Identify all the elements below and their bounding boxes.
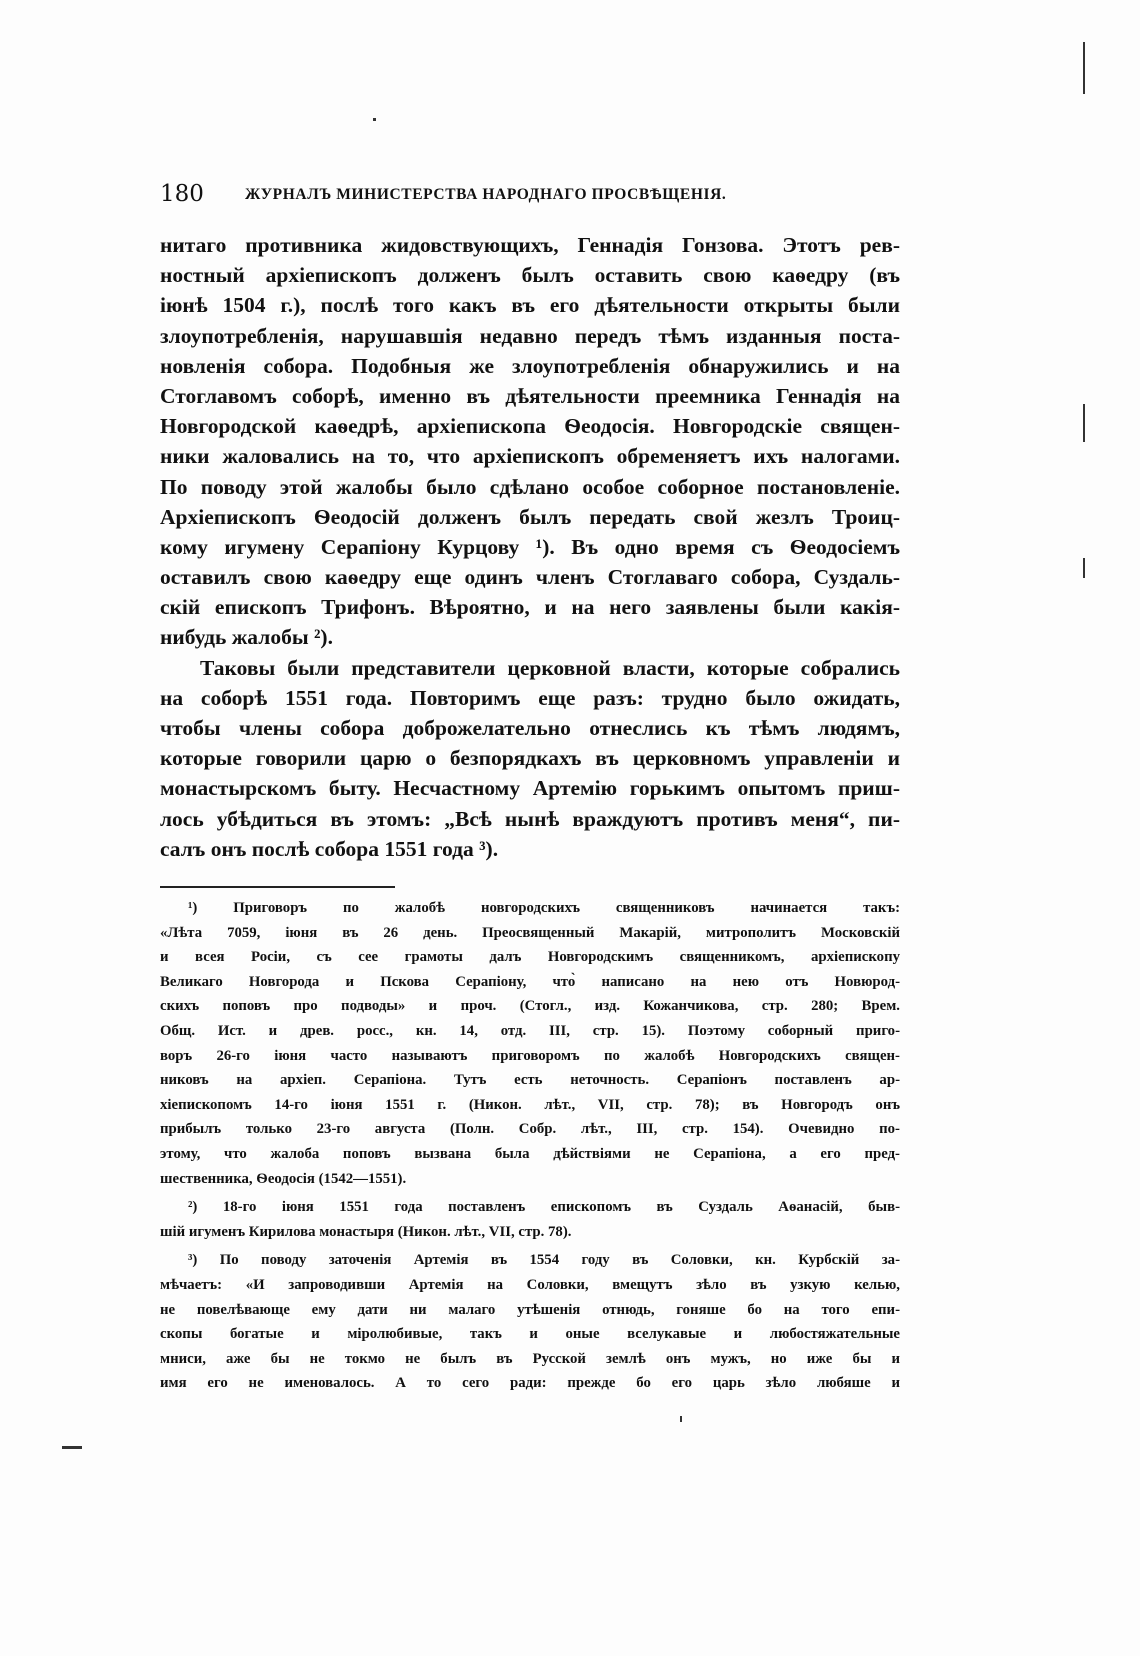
footnote-line: Общ. Ист. и древ. росс., кн. 14, отд. III, стр. 15). Поэтому соборный приго-	[160, 1022, 900, 1039]
body-line: которые говорили царю о безпорядкахъ въ церковномъ управленіи и	[160, 746, 900, 771]
footnote-1	[160, 896, 900, 1191]
page-number: 180	[160, 181, 204, 207]
body-line: Стоглавомъ соборѣ, именно въ дѣятельности преемника Геннадія на	[160, 383, 900, 408]
footnote-line: никовъ на архіеп. Серапіона. Тутъ есть неточность. Серапіонъ поставленъ ар-	[160, 1072, 900, 1089]
body-line: кому игумену Серапіону Курцову ¹). Въ одно время съ Ѳеодосіемъ	[160, 534, 900, 559]
footnote-line: «Лѣта 7059, іюня въ 26 день. Преосвященный Макарій, митрополитъ Московскій	[160, 924, 900, 941]
footnote-separator	[160, 886, 395, 888]
footnote-2	[160, 1195, 900, 1244]
body-line: скій епископъ Трифонъ. Вѣроятно, и на него заявлены были какія-	[160, 595, 900, 620]
body-line: злоупотребленія, нарушавшія недавно передъ тѣмъ изданныя поста-	[160, 323, 900, 348]
footnote-3	[160, 1248, 900, 1396]
body-line: По поводу этой жалобы было сдѣлано особое соборное постановленіе.	[160, 474, 900, 499]
footnote-line: мниси, аже бы не токмо не былъ въ Русской землѣ онъ мужъ, но иже бы и	[160, 1350, 900, 1367]
scan-mark	[1083, 558, 1085, 578]
main-text	[160, 230, 900, 864]
page-header	[160, 181, 900, 211]
scan-mark	[680, 1416, 682, 1422]
footnote-line: имя его не именовалось. А то сего ради: прежде бо его царь зѣло любяше и	[160, 1375, 900, 1392]
body-line: на соборѣ 1551 года. Повторимъ еще разъ: трудно было ожидать,	[160, 685, 900, 710]
footnotes	[160, 896, 900, 1396]
body-line: чтобы члены собора доброжелательно отнеслись къ тѣмъ людямъ,	[160, 716, 900, 740]
body-line: салъ онъ послѣ собора 1551 года ³).	[160, 836, 499, 861]
body-line: монастырскомъ быту. Несчастному Артемію горькимъ опытомъ приш-	[160, 776, 900, 801]
body-line: Архіепископъ Ѳеодосій долженъ былъ передать свой жезлъ Троиц-	[160, 504, 900, 529]
scan-mark	[1083, 404, 1085, 442]
running-title: ЖУРНАЛЪ МИНИСТЕРСТВА НАРОДНАГО ПРОСВѢЩЕНІЯ.	[245, 186, 727, 203]
footnote-line: ²) 18-го іюня 1551 года поставленъ епископомъ въ Суздаль Аѳанасій, быв-	[188, 1199, 900, 1216]
footnote-line: не повелѣвающе ему дати ни малаго утѣшенія отнюдь, гоняше бо на того епи-	[160, 1301, 900, 1318]
footnote-line: ¹) Приговоръ по жалобѣ новгородскихъ священниковъ начинается такъ:	[188, 900, 900, 916]
body-line: ники жаловались на то, что архіепископъ обременяетъ ихъ налогами.	[160, 444, 900, 469]
scan-mark	[62, 1446, 82, 1449]
footnote-line: шій игуменъ Кирилова монастыря (Никон. лѣт., VII, стр. 78).	[160, 1223, 572, 1240]
footnote-line: скихъ поповъ про подводы» и проч. (Стогл., изд. Кожанчикова, стр. 280; Врем.	[160, 998, 900, 1015]
body-line: ностный архіепископъ долженъ былъ оставить свою каѳедру (въ	[160, 263, 900, 288]
footnote-line: прибылъ только 23-го августа (Полн. Собр. лѣт., III, стр. 154). Очевидно по-	[160, 1121, 900, 1138]
body-line: лось убѣдиться въ этомъ: „Всѣ нынѣ враждуютъ противъ меня“, пи-	[160, 806, 900, 831]
footnote-line: и всея Росіи, съ сее грамоты далъ Новгородскимъ священникомъ, архіепископу	[160, 949, 900, 966]
body-line: нибудь жалобы ²).	[160, 625, 333, 650]
body-line: оставилъ свою каѳедру еще одинъ членъ Стоглаваго собора, Суздаль-	[160, 565, 900, 590]
body-line: нитаго противника жидовствующихъ, Геннадія Гонзова. Этотъ рев-	[160, 233, 900, 257]
footnote-line: мѣчаетъ: «И запроводивши Артемія на Соловки, вмещутъ зѣло въ узкую келью,	[160, 1276, 900, 1293]
footnote-line: Великаго Новгорода и Пскова Серапіону, что̀ написано на нею отъ Новюрод-	[160, 973, 900, 990]
scan-mark	[373, 118, 376, 121]
footnote-line: шественника, Ѳеодосія (1542—1551).	[160, 1170, 407, 1187]
body-line: Таковы были представители церковной власти, которые собрались	[200, 655, 900, 680]
footnote-line: хіепископомъ 14-го іюня 1551 г. (Никон. лѣт., VII, стр. 78); въ Новгородъ онъ	[160, 1096, 900, 1113]
footnote-line: ³) По поводу заточенія Артемія въ 1554 году въ Соловки, кн. Курбскій за-	[188, 1252, 900, 1269]
body-line: Новгородской каѳедрѣ, архіепископа Ѳеодосія. Новгородскіе священ-	[160, 414, 900, 439]
body-line: іюнѣ 1504 г.), послѣ того какъ въ его дѣятельности открыты были	[160, 293, 900, 318]
footnote-line: скопы богатые и міролюбивые, такъ и оные вселукавые и любостяжательные	[160, 1326, 900, 1343]
footnote-line: воръ 26-го іюня часто называютъ приговоромъ по жалобѣ Новгородскихъ священ-	[160, 1047, 900, 1064]
scan-mark	[1083, 42, 1085, 94]
footnote-line: этому, что жалоба поповъ вызвана была дѣйствіями не Серапіона, а его пред-	[160, 1145, 900, 1162]
body-line: новленія собора. Подобныя же злоупотребленія обнаружились и на	[160, 353, 900, 378]
